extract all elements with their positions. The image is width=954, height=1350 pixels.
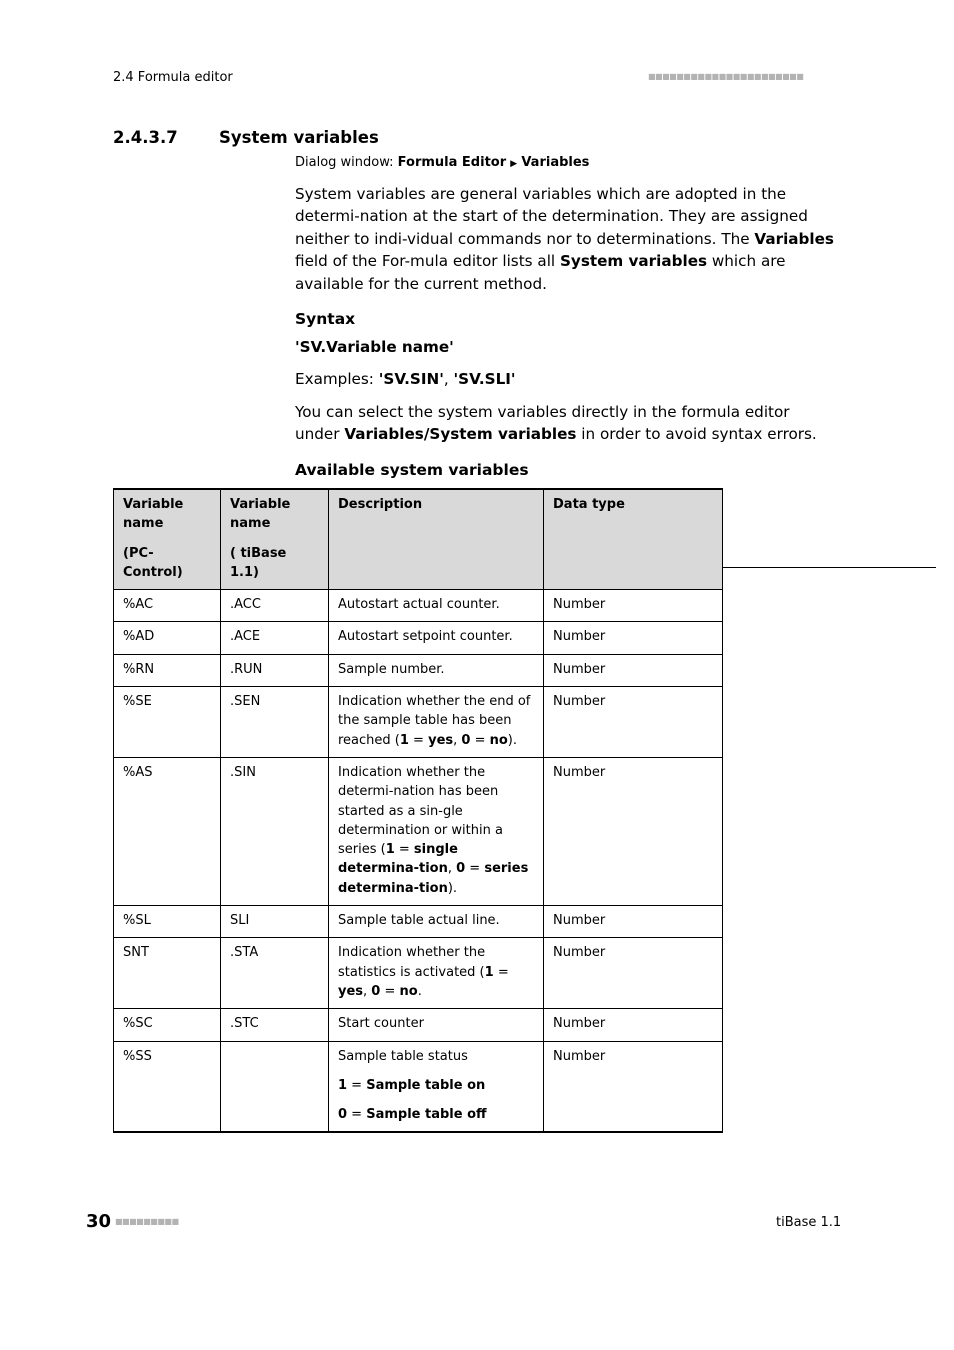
desc-bold: yes xyxy=(338,983,364,999)
syntax-examples xyxy=(295,370,516,388)
desc-text: = xyxy=(380,983,400,999)
desc-text: Indication whether the determi-nation has been started as a sin-gle determination or within a series ( xyxy=(338,764,503,858)
table-heading: Available system variables xyxy=(295,461,529,479)
page-number: 30 xyxy=(86,1211,112,1232)
header-cell-tibase xyxy=(221,489,329,590)
desc-text: = xyxy=(408,732,429,748)
header-cell-data-type: Data type xyxy=(544,489,723,590)
cell-desc: Sample number. xyxy=(329,654,544,686)
desc-bold: Sample table on xyxy=(366,1077,486,1093)
desc-bold: 0 xyxy=(371,983,381,999)
select-paragraph xyxy=(295,401,835,446)
desc-text: ). xyxy=(447,880,458,896)
intro-text-2: field of the For-mula editor lists all xyxy=(295,252,560,271)
section-number: 2.4.3.7 xyxy=(113,128,178,147)
cell-desc: Autostart actual counter. xyxy=(329,590,544,622)
cell-tb: SLI xyxy=(221,906,329,938)
cell-desc xyxy=(329,1041,544,1132)
desc-bold: 1 xyxy=(484,964,494,980)
desc-bold: no xyxy=(489,732,508,748)
example-sli: 'SV.SLI' xyxy=(453,370,516,388)
cell-pc: %SL xyxy=(114,906,221,938)
cell-tb: .SEN xyxy=(221,687,329,758)
header-tb-name: Variable name xyxy=(230,497,291,532)
desc-text: Sample table status xyxy=(338,1048,468,1064)
desc-text: = xyxy=(394,842,414,858)
cell-type: Number xyxy=(544,757,723,905)
table-header-row xyxy=(114,489,723,590)
header-rule-extension xyxy=(722,567,936,568)
table-row xyxy=(114,622,723,654)
desc-bold: 1 xyxy=(385,842,395,858)
desc-bold: single determina-tion xyxy=(338,842,458,877)
example-sin: 'SV.SIN' xyxy=(378,370,444,388)
table-row xyxy=(114,757,723,905)
header-pc-name: Variable name xyxy=(123,497,184,532)
cell-pc: %AS xyxy=(114,757,221,905)
cell-tb: .STA xyxy=(221,938,329,1009)
examples-separator: , xyxy=(443,370,454,388)
desc-bold: 1 xyxy=(399,732,409,748)
desc-text: , xyxy=(453,732,462,748)
cell-type: Number xyxy=(544,590,723,622)
header-pc-sub: (PC-Control) xyxy=(123,545,183,580)
header-cell-pc-control xyxy=(114,489,221,590)
cell-tb xyxy=(221,1041,329,1132)
cell-pc: SNT xyxy=(114,938,221,1009)
desc-bold: Sample table off xyxy=(366,1107,487,1123)
desc-bold: 0 xyxy=(456,861,466,877)
cell-desc: Autostart setpoint counter. xyxy=(329,622,544,654)
syntax-value: 'SV.Variable name' xyxy=(295,338,454,356)
cell-desc xyxy=(329,757,544,905)
table-row xyxy=(114,1041,723,1132)
cell-tb: .ACE xyxy=(221,622,329,654)
dialog-path-formula-editor: Formula Editor xyxy=(397,155,507,170)
select-text-2: in order to avoid syntax errors. xyxy=(576,425,817,444)
cell-tb: .RUN xyxy=(221,654,329,686)
cell-tb: .ACC xyxy=(221,590,329,622)
section-title: System variables xyxy=(219,128,379,147)
cell-pc: %SE xyxy=(114,687,221,758)
examples-prefix: Examples: xyxy=(295,370,379,388)
cell-desc: Sample table actual line. xyxy=(329,906,544,938)
cell-pc: %SS xyxy=(114,1041,221,1132)
cell-type: Number xyxy=(544,1009,723,1041)
table-row xyxy=(114,906,723,938)
intro-bold-variables: Variables xyxy=(754,229,834,248)
desc-text: Indication whether the statistics is activated ( xyxy=(338,945,486,980)
cell-type: Number xyxy=(544,1041,723,1132)
cell-pc: %AC xyxy=(114,590,221,622)
cell-type: Number xyxy=(544,938,723,1009)
desc-text: = xyxy=(347,1107,367,1123)
cell-type: Number xyxy=(544,654,723,686)
table-row xyxy=(114,590,723,622)
select-text-1: You can select the system variables directly in the formula editor under xyxy=(295,403,790,444)
system-variables-table xyxy=(113,488,723,1133)
cell-tb: .STC xyxy=(221,1009,329,1041)
intro-text-3: which are available for the current method. xyxy=(295,252,786,293)
select-bold-path: Variables/System variables xyxy=(344,425,577,444)
header-cell-description: Description xyxy=(329,489,544,590)
dialog-prefix: Dialog window: xyxy=(295,155,398,170)
desc-bold: no xyxy=(399,983,418,999)
table-row xyxy=(114,1009,723,1041)
header-tb-sub: ( tiBase 1.1) xyxy=(230,545,287,580)
desc-bold: 0 xyxy=(338,1107,348,1123)
cell-pc: %AD xyxy=(114,622,221,654)
desc-bold: 0 xyxy=(461,732,471,748)
intro-text-1: System variables are general variables which are adopted in the determi-nation at the start of the determination. They are assigned neither to indi-vidual commands nor to determinations. The xyxy=(295,185,808,248)
intro-paragraph xyxy=(295,183,835,295)
cell-pc: %RN xyxy=(114,654,221,686)
desc-bold: 1 xyxy=(338,1077,348,1093)
dialog-path xyxy=(295,155,589,170)
desc-bold: yes xyxy=(428,732,454,748)
footer-decoration: ■■■■■■■■■ xyxy=(115,1217,179,1226)
dialog-path-variables: Variables xyxy=(521,155,590,170)
header-decoration: ■■■■■■■■■■■■■■■■■■■■■■ xyxy=(648,72,804,81)
desc-text: . xyxy=(417,983,422,999)
status-off-line xyxy=(338,1105,534,1124)
cell-pc: %SC xyxy=(114,1009,221,1041)
syntax-heading: Syntax xyxy=(295,310,356,328)
desc-text: , xyxy=(363,983,372,999)
desc-text: = xyxy=(465,861,485,877)
desc-bold: series determina-tion xyxy=(338,861,529,896)
cell-type: Number xyxy=(544,687,723,758)
desc-text: = xyxy=(347,1077,367,1093)
desc-text: Indication whether the end of the sample table has been reached ( xyxy=(338,694,531,748)
cell-desc xyxy=(329,687,544,758)
product-name: tiBase 1.1 xyxy=(776,1215,842,1230)
cell-desc xyxy=(329,938,544,1009)
running-header: 2.4 Formula editor xyxy=(113,70,233,85)
table-row xyxy=(114,654,723,686)
desc-text: , xyxy=(447,861,457,877)
arrow-right-icon: ▶ xyxy=(510,159,518,169)
desc-text: = xyxy=(470,732,490,748)
intro-bold-system-variables: System variables xyxy=(559,252,708,271)
table-row xyxy=(114,938,723,1009)
cell-type: Number xyxy=(544,906,723,938)
cell-desc: Start counter xyxy=(329,1009,544,1041)
cell-tb: .SIN xyxy=(221,757,329,905)
desc-text: ). xyxy=(507,732,518,748)
cell-type: Number xyxy=(544,622,723,654)
table-row xyxy=(114,687,723,758)
status-on-line xyxy=(338,1076,534,1095)
desc-text: = xyxy=(493,964,509,980)
